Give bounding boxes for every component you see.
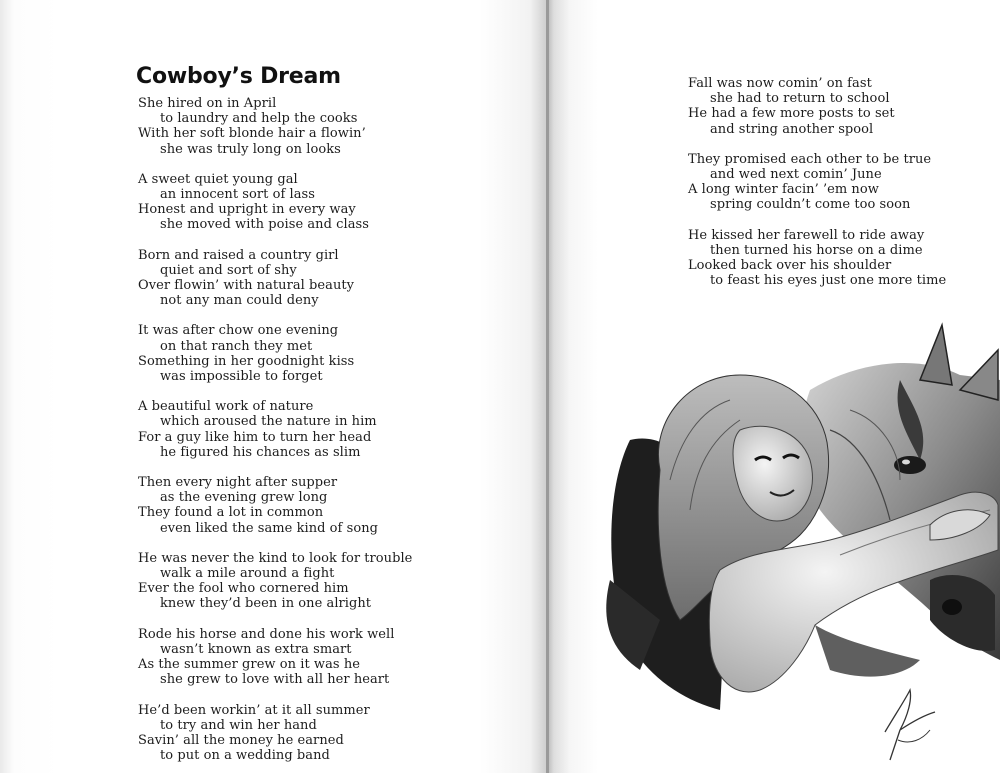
poem-line: They promised each other to be true <box>688 151 932 167</box>
poem-line: then turned his horse on a dime <box>710 242 923 258</box>
poem-line: Something in her goodnight kiss <box>138 353 355 369</box>
stanza <box>138 551 508 612</box>
poem-line: walk a mile around a fight <box>160 566 335 582</box>
poem-line: knew they’d been in one alright <box>160 596 372 612</box>
poem-line: A sweet quiet young gal <box>138 171 298 187</box>
poem-line: even liked the same kind of song <box>160 520 378 536</box>
poem-line: Over flowin’ with natural beauty <box>138 278 355 294</box>
stanza <box>688 152 978 213</box>
poem-line: She hired on in April <box>138 96 277 111</box>
book-gutter <box>546 0 549 773</box>
poem-line: wasn’t known as extra smart <box>160 641 352 657</box>
poem-line: He had a few more posts to set <box>688 106 895 122</box>
poem-line: They found a lot in common <box>138 505 324 521</box>
stanza <box>138 96 508 157</box>
poem-line: not any man could deny <box>160 293 319 309</box>
left-column <box>138 96 508 773</box>
poem-line: spring couldn’t come too soon <box>710 197 911 213</box>
poem-line: she had to return to school <box>710 91 890 107</box>
poem-title: Cowboy’s Dream <box>136 64 341 89</box>
poem-line: It was after chow one evening <box>138 323 339 339</box>
poem-line: He’d been workin’ at it all summer <box>138 702 370 718</box>
poem-line: to put on a wedding band <box>160 748 330 764</box>
poem-line: Then every night after supper <box>138 475 338 491</box>
poem-line: to feast his eyes just one more time <box>710 273 947 289</box>
right-column <box>688 76 978 303</box>
poem-line: A beautiful work of nature <box>138 399 314 415</box>
stanza <box>138 475 508 536</box>
poem-line: he figured his chances as slim <box>160 444 361 460</box>
poem-line: Savin’ all the money he earned <box>138 732 344 748</box>
poem-line: Fall was now comin’ on fast <box>688 76 872 91</box>
poem-line: Honest and upright in every way <box>138 202 356 218</box>
poem-line: she was truly long on looks <box>160 141 341 157</box>
poem-line: As the summer grew on it was he <box>138 657 360 673</box>
poem-line: an innocent sort of lass <box>160 187 315 203</box>
poem-line: He kissed her farewell to ride away <box>688 227 925 243</box>
poem-line: to try and win her hand <box>160 717 317 733</box>
stanza <box>688 228 978 289</box>
woman-hugging-horse-illustration <box>600 320 1000 773</box>
poem-line: and wed next comin’ June <box>710 167 882 183</box>
poem-line: she moved with poise and class <box>160 217 369 233</box>
poem-line: as the evening grew long <box>160 490 328 506</box>
stanza <box>138 248 508 309</box>
poem-line: For a guy like him to turn her head <box>138 429 372 445</box>
stanza <box>138 323 508 384</box>
poem-line: Ever the fool who cornered him <box>138 581 349 597</box>
poem-line: she grew to love with all her heart <box>160 672 390 688</box>
stanza <box>138 703 508 764</box>
stanza <box>688 76 978 137</box>
stanza <box>138 172 508 233</box>
poem-line: Looked back over his shoulder <box>688 258 892 274</box>
poem-line: With her soft blonde hair a flowin’ <box>138 126 366 142</box>
poem-line: on that ranch they met <box>160 338 313 354</box>
stanza <box>138 627 508 688</box>
artist-signature-icon <box>885 690 935 760</box>
poem-line: Born and raised a country girl <box>138 247 339 263</box>
poem-line: He was never the kind to look for trouble <box>138 550 413 566</box>
poem-line: which aroused the nature in him <box>160 414 377 430</box>
poem-line: Rode his horse and done his work well <box>138 626 395 642</box>
poem-line: and string another spool <box>710 121 874 137</box>
poem-line: quiet and sort of shy <box>160 262 297 278</box>
stanza <box>138 399 508 460</box>
poem-line: to laundry and help the cooks <box>160 111 358 127</box>
poem-line: was impossible to forget <box>160 369 323 385</box>
poem-line: A long winter facin’ ’em now <box>688 182 879 198</box>
